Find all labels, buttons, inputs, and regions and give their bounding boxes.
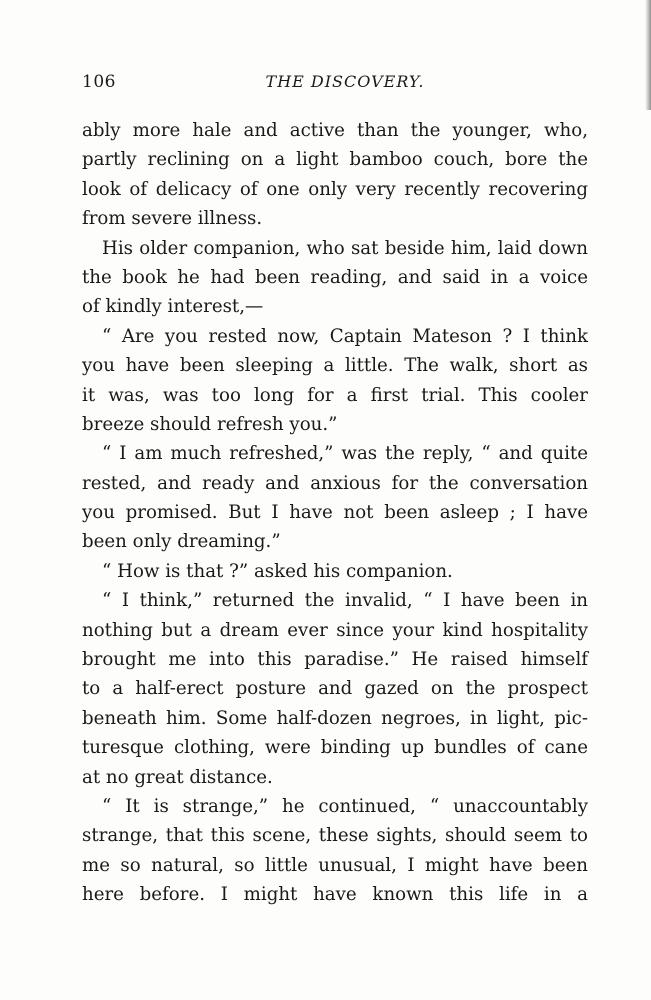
- page-edge-shadow: [645, 0, 651, 110]
- text-line: at no great distance.: [82, 766, 273, 788]
- paragraph: [82, 234, 588, 322]
- text-line: beneath him. Some half-dozen negroes, in light, pic-: [82, 707, 588, 729]
- paragraph: [82, 116, 588, 234]
- text-line: you promised. But I have not been asleep ; I have: [82, 502, 588, 524]
- text-line: “ Are you rested now, Captain Mateson ? I think: [102, 325, 588, 347]
- body-text: [82, 116, 588, 910]
- text-line: look of delicacy of one only very recently recovering: [82, 178, 588, 200]
- paragraph: [82, 322, 588, 440]
- text-line: turesque clothing, were binding up bundles of cane: [82, 737, 588, 759]
- text-line: to a half-erect posture and gazed on the prospect: [82, 678, 588, 700]
- text-line: you have been sleeping a little. The walk, short as: [82, 355, 588, 377]
- page-number: 106: [82, 72, 116, 92]
- text-line: nothing but a dream ever since your kind hospitality: [82, 619, 588, 641]
- text-line: partly reclining on a light bamboo couch, bore the: [82, 149, 588, 171]
- text-line: strange, that this scene, these sights, should seem to: [82, 825, 588, 847]
- running-header: [82, 72, 588, 96]
- text-line: the book he had been reading, and said in a voice: [82, 266, 588, 288]
- paragraph: [82, 557, 588, 586]
- text-line: been only dreaming.”: [82, 531, 281, 553]
- text-line: brought me into this paradise.” He raised himself: [82, 649, 588, 671]
- text-line: here before. I might have known this life in a: [82, 884, 588, 906]
- text-line: rested, and ready and anxious for the conversation: [82, 472, 588, 494]
- paragraph: [82, 792, 588, 910]
- text-line: His older companion, who sat beside him, laid down: [102, 237, 588, 259]
- text-line: from severe illness.: [82, 208, 263, 230]
- text-line: “ It is strange,” he continued, “ unaccountably: [102, 795, 588, 817]
- text-line: “ I think,” returned the invalid, “ I have been in: [102, 590, 588, 612]
- text-line: it was, was too long for a first trial. This cooler: [82, 384, 588, 406]
- text-line: me so natural, so little unusual, I might have been: [82, 854, 588, 876]
- text-line: “ I am much refreshed,” was the reply, “ and quite: [102, 443, 588, 465]
- paragraph: [82, 439, 588, 557]
- text-line: of kindly interest,—: [82, 296, 264, 318]
- running-title: THE DISCOVERY.: [265, 72, 425, 91]
- text-line: ably more hale and active than the younger, who,: [82, 120, 588, 141]
- text-line: “ How is that ?” asked his companion.: [102, 560, 453, 582]
- text-line: breeze should refresh you.”: [82, 413, 338, 435]
- paragraph: [82, 586, 588, 792]
